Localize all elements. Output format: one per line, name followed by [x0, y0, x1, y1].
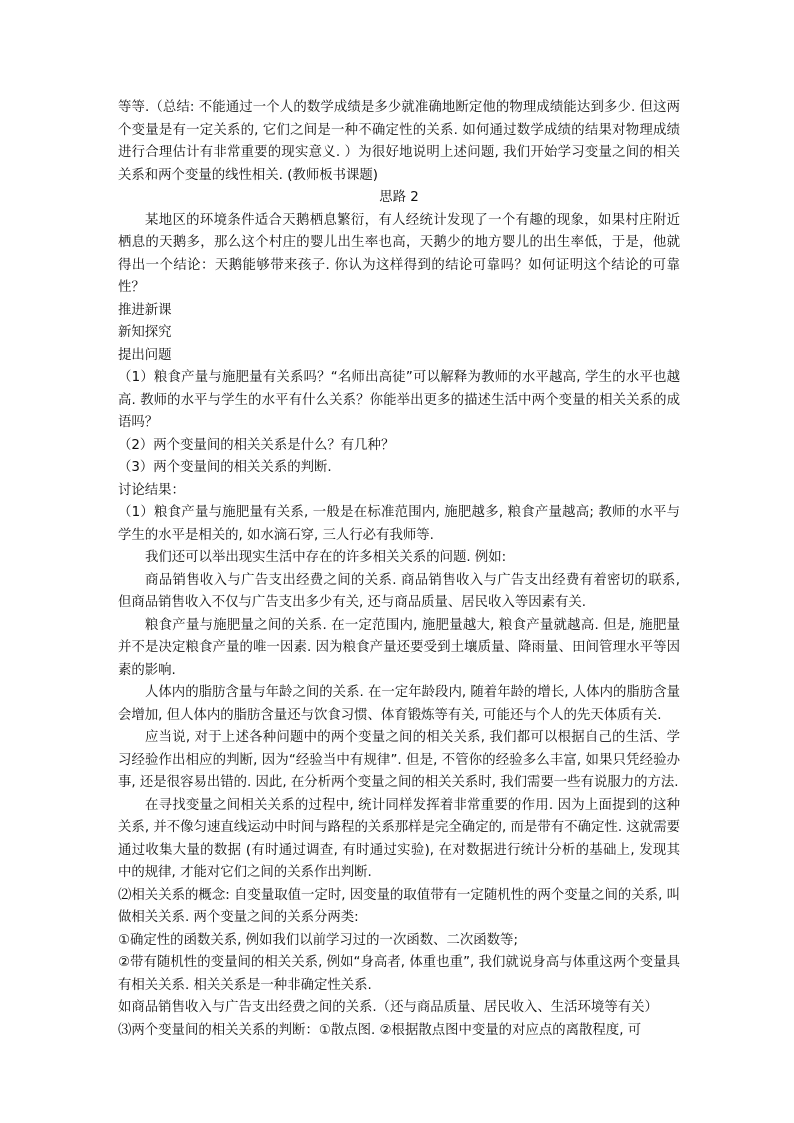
paragraph: 商品销售收入与广告支出经费之间的关系. 商品销售收入与广告支出经费有着密切的联系, 但商品销售收入不仅与广告支出多少有关, 还与商品质量、居民收入等因素有关.	[118, 572, 680, 610]
paragraph: （2）两个变量间的相关关系是什么？有几种？	[118, 437, 395, 453]
paragraph: （1）粮食产量与施肥量有关系吗？“名师出高徒”可以解释为教师的水平越高, 学生的水平也越高. 教师的水平与学生的水平有什么关系？你能举出更多的描述生活中两个变量的相关关系的成语吗？	[118, 370, 680, 430]
section-heading: 推进新课	[118, 302, 172, 318]
section-heading: 提出问题	[118, 347, 172, 363]
paragraph: （1）粮食产量与施肥量有关系, 一般是在标准范围内, 施肥越多, 粮食产量越高; 教师的水平与学生的水平是相关的, 如水滴石穿, 三人行必有我师等.	[118, 505, 680, 543]
paragraph: ②带有随机性的变量间的相关关系, 例如“身高者, 体重也重”, 我们就说身高与体重这两个变量具有相关关系. 相关关系是一种非确定性关系.	[118, 955, 680, 993]
paragraph: 等等.（总结: 不能通过一个人的数学成绩是多少就准确地断定他的物理成绩能达到多少. 但这两个变量是有一定关系的, 它们之间是一种不确定性的关系. 如何通过数学成绩的结果对物理成绩进行合理估计有非常重要的现实意义. ）为很好地说明上述问题, 我们开始学习变量之间的相关关系和两个变量的线性相关. (教师板书课题)	[118, 100, 680, 183]
paragraph: 在寻找变量之间相关关系的过程中, 统计同样发挥着非常重要的作用. 因为上面提到的这种关系, 并不像匀速直线运动中时间与路程的关系那样是完全确定的, 而是带有不确定性. 这就需要通过收集大量的数据 (有时通过调查, 有时通过实验), 在对数据进行统计分析的基础上, 发现其中的规律, 才能对它们之间的关系作出判断.	[118, 797, 680, 880]
paragraph: 应当说, 对于上述各种问题中的两个变量之间的相关关系, 我们都可以根据自己的生活、学习经验作出相应的判断, 因为“经验当中有规律”. 但是, 不管你的经验多么丰富, 如果只凭经验办事, 还是很容易出错的. 因此, 在分析两个变量之间的相关关系时, 我们需要一些有说服力的方法.	[118, 730, 680, 790]
section-heading: 新知探究	[118, 325, 172, 340]
document-page	[118, 97, 680, 1042]
paragraph: （3）两个变量间的相关关系的判断.	[118, 460, 332, 475]
paragraph: 我们还可以举出现实生活中存在的许多相关关系的问题. 例如:	[145, 550, 507, 565]
paragraph: 某地区的环境条件适合天鹅栖息繁衍，有人经统计发现了一个有趣的现象，如果村庄附近栖息的天鹅多，那么这个村庄的婴儿出生率也高，天鹅少的地方婴儿的出生率低，于是，他就得出一个结论：天鹅能够带来孩子. 你认为这样得到的结论可靠吗？如何证明这个结论的可靠性？	[118, 212, 680, 295]
section-title: 思路 2	[379, 190, 419, 205]
paragraph: ⑵相关关系的概念: 自变量取值一定时, 因变量的取值带有一定随机性的两个变量之间的关系, 叫做相关关系. 两个变量之间的关系分两类:	[118, 887, 680, 925]
section-heading: 讨论结果：	[118, 482, 185, 498]
paragraph: ①确定性的函数关系, 例如我们以前学习过的一次函数、二次函数等;	[118, 932, 518, 948]
paragraph: ⑶两个变量间的相关关系的判断：①散点图. ②根据散点图中变量的对应点的离散程度, 可	[118, 1022, 642, 1038]
paragraph: 人体内的脂肪含量与年龄之间的关系. 在一定年龄段内, 随着年龄的增长, 人体内的脂肪含量会增加, 但人体内的脂肪含量还与饮食习惯、体育锻炼等有关, 可能还与个人的先天体质有关.	[118, 685, 680, 723]
paragraph: 粮食产量与施肥量之间的关系. 在一定范围内, 施肥量越大, 粮食产量就越高. 但是, 施肥量并不是决定粮食产量的唯一因素. 因为粮食产量还要受到土壤质量、降雨量、田间管理水平等因素的影响.	[118, 617, 680, 678]
paragraph: 如商品销售收入与广告支出经费之间的关系.（还与商品质量、居民收入、生活环境等有关）	[118, 1000, 658, 1015]
